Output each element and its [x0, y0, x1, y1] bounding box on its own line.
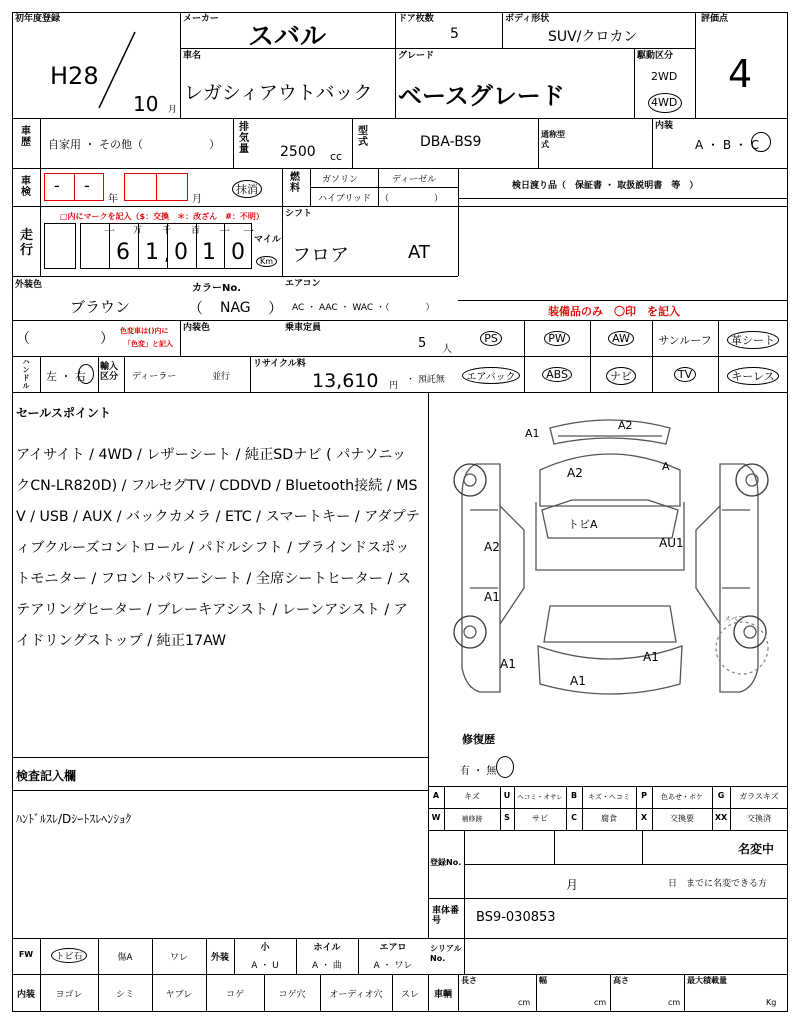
era-year: H28	[50, 62, 99, 90]
exterior-color-label: 外装色	[15, 280, 43, 290]
interior-color-label: 内装色	[183, 323, 211, 333]
repair-label: 修復歴	[462, 733, 495, 746]
diag-mark-hood-a2: A2	[567, 466, 583, 480]
insp-dash: -	[54, 176, 60, 195]
aero-label: エアロ	[379, 943, 407, 953]
mile-label: マイル	[254, 235, 281, 245]
color-no-open: （	[188, 299, 204, 317]
body-label: ボディ形状	[505, 14, 550, 24]
km-label: Km	[256, 256, 277, 267]
unit-label-5: 十	[219, 225, 230, 238]
interior-label: 内装	[655, 121, 674, 131]
equip-pw: PW	[524, 331, 590, 346]
digit-1: 6	[116, 240, 130, 265]
diag-mark-front-a2: A2	[618, 419, 633, 432]
legend-s: S	[504, 813, 510, 822]
color-no-close: ）	[268, 299, 284, 317]
int-stain: シミ	[115, 990, 134, 1000]
interior-c-circle	[751, 132, 771, 152]
insp-dash2: -	[84, 176, 90, 195]
car-name-label: 車名	[183, 51, 202, 61]
car-name: レガシィアウトバック	[184, 82, 373, 104]
legend-x: X	[640, 813, 648, 822]
history-label: 車歴	[21, 126, 31, 148]
fw-scratch: 傷A	[117, 953, 133, 963]
shift-label: シフト	[285, 209, 313, 219]
ac-options: AC ・ AAC ・ WAC ・（ ）	[292, 303, 435, 313]
reg-month-unit-2: 月	[566, 878, 579, 892]
color-no-label: カラーNo.	[192, 283, 242, 294]
handle: 左 ・ 右	[46, 370, 86, 383]
change-note-2: 「色変」と記入	[124, 340, 173, 348]
sales-body: アイサイト / 4WD / レザーシート / 純正SDナビ ( パナソニックCN-LR820D) / フルセグTV / CDDVD / Bluetooth接続 / MSV / USB / AUX / バックカメラ / ETC / スマートキー / アダプティブクルーズコントロール / パドルシフト / ブラインドスポットモニター / フロントパワーシート / 全席シートヒーター / ステアリングヒーター / ブレーキアシスト / レーンアシスト / アイドリングストップ / 純正17AW	[16, 447, 420, 649]
diag-mark-rear-left-a1: A1	[500, 657, 516, 671]
ac-label: エアコン	[285, 279, 321, 289]
unit-label-3: 千	[162, 226, 172, 236]
transmission: AT	[408, 242, 430, 263]
odometer-box-0	[44, 223, 76, 269]
width-unit: cm	[594, 998, 607, 1007]
fuel-hybrid: ハイブリッド	[318, 194, 372, 204]
displacement-label: 排気量	[239, 122, 249, 155]
first-reg-label: 初年度登録	[15, 14, 61, 24]
int-dirt: ヨゴレ	[55, 990, 83, 1000]
recycle-unit: 円	[389, 381, 399, 391]
legend-p-desc: 色あせ・ボケ	[661, 793, 703, 801]
legend-p: P	[641, 791, 647, 800]
accessories: 検日渡り品（ 保証書 ・ 取扱説明書 等 ）	[512, 181, 699, 191]
fw-label: FW	[18, 950, 34, 959]
max-load-label: 最大積載量	[687, 976, 727, 985]
height-unit: cm	[668, 998, 681, 1007]
fuel-other: （ ）	[380, 194, 444, 204]
legend-b-desc: キズ・ヘコミ	[588, 793, 630, 801]
doors: 5	[450, 26, 459, 42]
change-note-1: 色変車は()内に	[120, 327, 169, 335]
legend-g: G	[717, 791, 725, 800]
spare-label: スペア	[724, 615, 745, 623]
reg-day-note: 日 までに名変できる方	[668, 879, 768, 889]
grade-label: グレード	[398, 51, 435, 61]
unit-label-2: 万	[133, 226, 143, 236]
reg-month: 10	[133, 92, 159, 116]
doors-label: ドア枚数	[398, 14, 434, 24]
drive-label: 駆動区分	[637, 51, 674, 61]
int-burn: コゲ	[225, 990, 244, 1000]
color-change-paren: （ ）	[16, 331, 114, 347]
int-burn-hole: コゲ穴	[278, 990, 306, 1000]
recycle-label: リサイクル料	[253, 359, 306, 369]
reg-month-unit: 月	[168, 105, 178, 115]
int-wear: スレ	[400, 990, 419, 1000]
model: DBA-BS9	[420, 134, 482, 150]
diag-mark-left-a1: A1	[484, 590, 500, 604]
vehicle-dims-label: 車輌	[433, 990, 452, 1000]
small-label: 小	[260, 943, 270, 953]
score: 4	[728, 52, 753, 96]
parallel: 並行	[212, 372, 231, 382]
equip-aw: AW	[590, 331, 652, 346]
unit-label-1: 十	[104, 225, 115, 238]
digit-4: 1	[202, 240, 216, 265]
legend-c-desc: 腐食	[601, 814, 617, 823]
body-type: SUV/クロカン	[548, 29, 638, 45]
legend-w-desc: 補修跡	[461, 815, 483, 823]
score-label: 評価点	[701, 14, 729, 24]
interior-parts-label: 内装	[16, 990, 35, 1000]
legend-xx-desc: 交換済	[747, 814, 771, 823]
capacity: 5	[418, 336, 427, 351]
recycle-fee: 13,610	[312, 370, 379, 392]
equip-tv: TV	[652, 367, 718, 382]
fw-crack: ワレ	[169, 953, 188, 963]
handle-label: ハンドル	[22, 358, 30, 390]
digit-3: 0	[174, 240, 188, 265]
equip-ps: PS	[458, 331, 524, 346]
fuel-label: 燃料	[290, 172, 300, 194]
insp-year-unit: 年	[108, 194, 118, 205]
mileage-label: 走行	[20, 228, 34, 258]
equip-sunroof: サンルーフ	[658, 334, 712, 347]
diag-mark-rear-right-a1: A1	[643, 650, 659, 664]
chassis-number: BS9-030853	[476, 910, 556, 925]
int-audio-hole: オーディオ穴	[329, 990, 383, 1000]
recycle-deposit: ・ 預託無	[406, 375, 445, 385]
equip-navi: ナビ	[590, 367, 652, 385]
legend-xx: XX	[714, 813, 728, 822]
equip-keyless: キーレス	[718, 367, 788, 385]
legend-g-desc: ガラスキズ	[739, 792, 779, 801]
fuel-gasoline: ガソリン	[322, 175, 359, 185]
width-label: 幅	[539, 976, 547, 985]
digit-5: 0	[231, 240, 245, 265]
inspection-label: 車検	[21, 176, 31, 198]
diag-mark-rear-a1: A1	[570, 674, 586, 688]
unit-label-4: 百	[191, 226, 201, 236]
mileage-note: □内にマークを記入（$：交換 ＊：改ざん #：不明）	[60, 212, 264, 221]
diag-mark-right-au1: AU1	[659, 536, 684, 550]
wheel-label: ホイル	[313, 943, 341, 953]
shift: フロア	[292, 244, 350, 266]
diag-mark-roof-tobi: トビA	[568, 518, 598, 531]
legend-a: A	[432, 791, 440, 800]
diag-mark-front-a1: A1	[525, 427, 540, 440]
equip-leather: 革シート	[718, 331, 788, 349]
capacity-unit: 人	[442, 344, 452, 355]
wheel-value: A ・ 曲	[312, 961, 342, 971]
diag-mark-left-a2: A2	[484, 540, 500, 554]
repair-value: 有 ・ 無	[460, 766, 497, 777]
handle-right-circle	[78, 364, 94, 384]
legend-c: C	[571, 813, 577, 822]
maker: スバル	[248, 22, 327, 52]
exterior-parts-label: 外装	[210, 953, 229, 963]
car-diagram	[440, 410, 780, 730]
chassis-label: 車体番号	[432, 906, 460, 926]
history: 自家用 ・ その他（ ）	[48, 138, 220, 151]
legend-w: W	[431, 813, 441, 822]
diag-mark-fender-a: A	[662, 460, 670, 473]
aero-value: A ・ ワレ	[373, 961, 413, 971]
legend-b: B	[570, 791, 578, 800]
registration-label: 登録No.	[430, 858, 462, 867]
fw-chip: トビ石	[40, 948, 98, 963]
model-label: 型式	[358, 126, 368, 148]
displacement: 2500	[280, 144, 316, 160]
maker-label: メーカー	[183, 14, 219, 24]
equip-abs: ABS	[524, 367, 590, 382]
drive-4wd: 4WD	[651, 96, 678, 109]
height-label: 高さ	[613, 976, 629, 985]
exterior-color: ブラウン	[70, 298, 131, 316]
serial-label: シリアルNo.	[430, 944, 462, 963]
length-label: 長さ	[461, 976, 477, 985]
insp-month-unit: 月	[192, 194, 202, 205]
max-load-unit: Kg	[766, 998, 777, 1007]
fuel-diesel: ディーゼル	[392, 175, 437, 185]
insp-expired: 抹消	[232, 180, 262, 198]
int-tear: ヤブレ	[165, 990, 193, 1000]
legend-u-desc: ヘコミ・オサレ	[517, 793, 563, 801]
small-value: A ・ U	[251, 961, 279, 971]
name-change: 名変中	[738, 842, 775, 856]
legend-a-desc: キズ	[464, 792, 480, 801]
import-label: 輸入区分	[100, 362, 119, 382]
inspector-body: ﾊﾝﾄﾞﾙｽﾚ/Dｼｰﾄｽﾚﾍﾝｼｮｸ	[16, 812, 132, 826]
equipment-title: 装備品のみ 〇印 を記入	[548, 305, 680, 318]
repair-none-circle	[496, 756, 514, 778]
sales-title: セールスポイント	[16, 406, 111, 420]
drive-2wd: 2WD	[651, 70, 678, 83]
length-unit: cm	[518, 998, 531, 1007]
legend-s-desc: サビ	[532, 814, 548, 823]
inspector-title: 検査記入欄	[16, 769, 77, 783]
dealer: ディーラー	[132, 372, 177, 382]
common-model-label: 通称型式	[541, 130, 565, 149]
interior-grades: A ・ B ・ C	[695, 138, 760, 152]
digit-comma: ,	[164, 244, 170, 265]
digit-2: 1	[145, 240, 159, 265]
color-no: NAG	[220, 300, 251, 316]
displacement-unit: cc	[330, 150, 343, 163]
unit-label-6: 一	[243, 225, 254, 238]
equip-airbag: エアバック	[458, 367, 524, 384]
legend-u: U	[503, 791, 511, 800]
capacity-label: 乗車定員	[285, 323, 322, 333]
grade: ベースグレード	[398, 82, 565, 110]
legend-x-desc: 交換要	[670, 814, 694, 823]
